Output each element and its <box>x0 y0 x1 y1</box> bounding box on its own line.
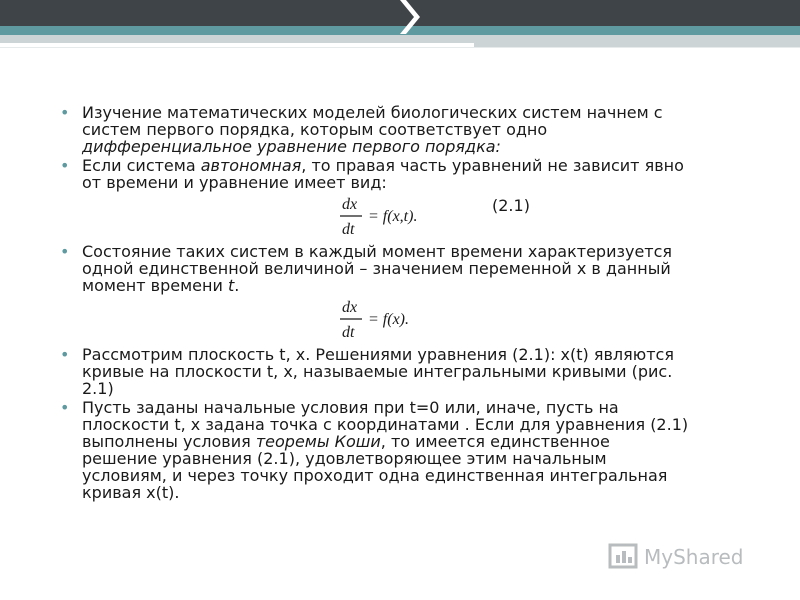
header-gray-stripe <box>0 35 800 43</box>
equation-number: (2.1) <box>492 196 530 215</box>
logo-text: MyShared <box>644 545 744 569</box>
text-line: Рассмотрим плоскость t, x. Решениями уравнения (2.1): x(t) являются <box>82 345 674 364</box>
text-line: Состояние таких систем в каждый момент времени характеризуется <box>82 242 673 261</box>
header-divider <box>0 47 800 48</box>
myshared-logo <box>608 541 768 573</box>
bullet-icon: • <box>60 156 70 175</box>
text-line: момент времени t. <box>82 276 240 295</box>
text-line: 2.1) <box>82 379 114 398</box>
formula-graphic <box>336 296 486 346</box>
formula-2-1 <box>56 193 756 243</box>
formula-numerator: dx <box>342 196 358 213</box>
text-line: плоскости t, x задана точка с координатами . Если для уравнения (2.1) <box>82 415 689 434</box>
text-line: выполнены условия теоремы Коши, то имеется единственное <box>82 432 610 451</box>
slide-body <box>56 104 756 503</box>
formula-rhs: = f(x). <box>368 311 409 328</box>
text-line: Пусть заданы начальные условия при t=0 или, иначе, пусть на <box>82 398 619 417</box>
paragraph-4 <box>56 346 756 397</box>
header-chevron-decoration <box>400 0 420 34</box>
text-line: Изучение математических моделей биологических систем начнем с <box>82 103 663 122</box>
formula-denominator: dt <box>342 221 355 238</box>
formula-denominator: dt <box>342 324 355 341</box>
text-line: Если система автономная, то правая часть уравнений не зависит явно <box>82 156 684 175</box>
formula-graphic <box>336 193 486 243</box>
bullet-icon: • <box>60 103 70 122</box>
text-line: систем первого порядка, которым соответствует одно <box>82 120 548 139</box>
text-line: кривые на плоскости t, x, называемые интегральными кривыми (рис. <box>82 362 673 381</box>
bullet-icon: • <box>60 398 70 417</box>
text-line: одной единственной величиной – значением переменной x в данный <box>82 259 671 278</box>
formula-autonomous <box>56 296 756 346</box>
formula-rhs: = f(x,t). <box>368 208 418 225</box>
text-line: дифференциальное уравнение первого порядка: <box>82 137 501 156</box>
formula-numerator: dx <box>342 299 358 316</box>
text-line: условиям, и через точку проходит одна единственная интегральная <box>82 466 668 485</box>
bullet-icon: • <box>60 242 70 261</box>
paragraph-2 <box>56 157 756 191</box>
chart-icon <box>608 541 640 571</box>
text-line: от времени и уравнение имеет вид: <box>82 173 387 192</box>
bullet-icon: • <box>60 345 70 364</box>
paragraph-5 <box>56 399 756 501</box>
paragraph-1 <box>56 104 756 155</box>
text-line: кривая x(t). <box>82 483 180 502</box>
text-line: решение уравнения (2.1), удовлетворяющее этим начальным <box>82 449 607 468</box>
paragraph-3 <box>56 243 756 294</box>
